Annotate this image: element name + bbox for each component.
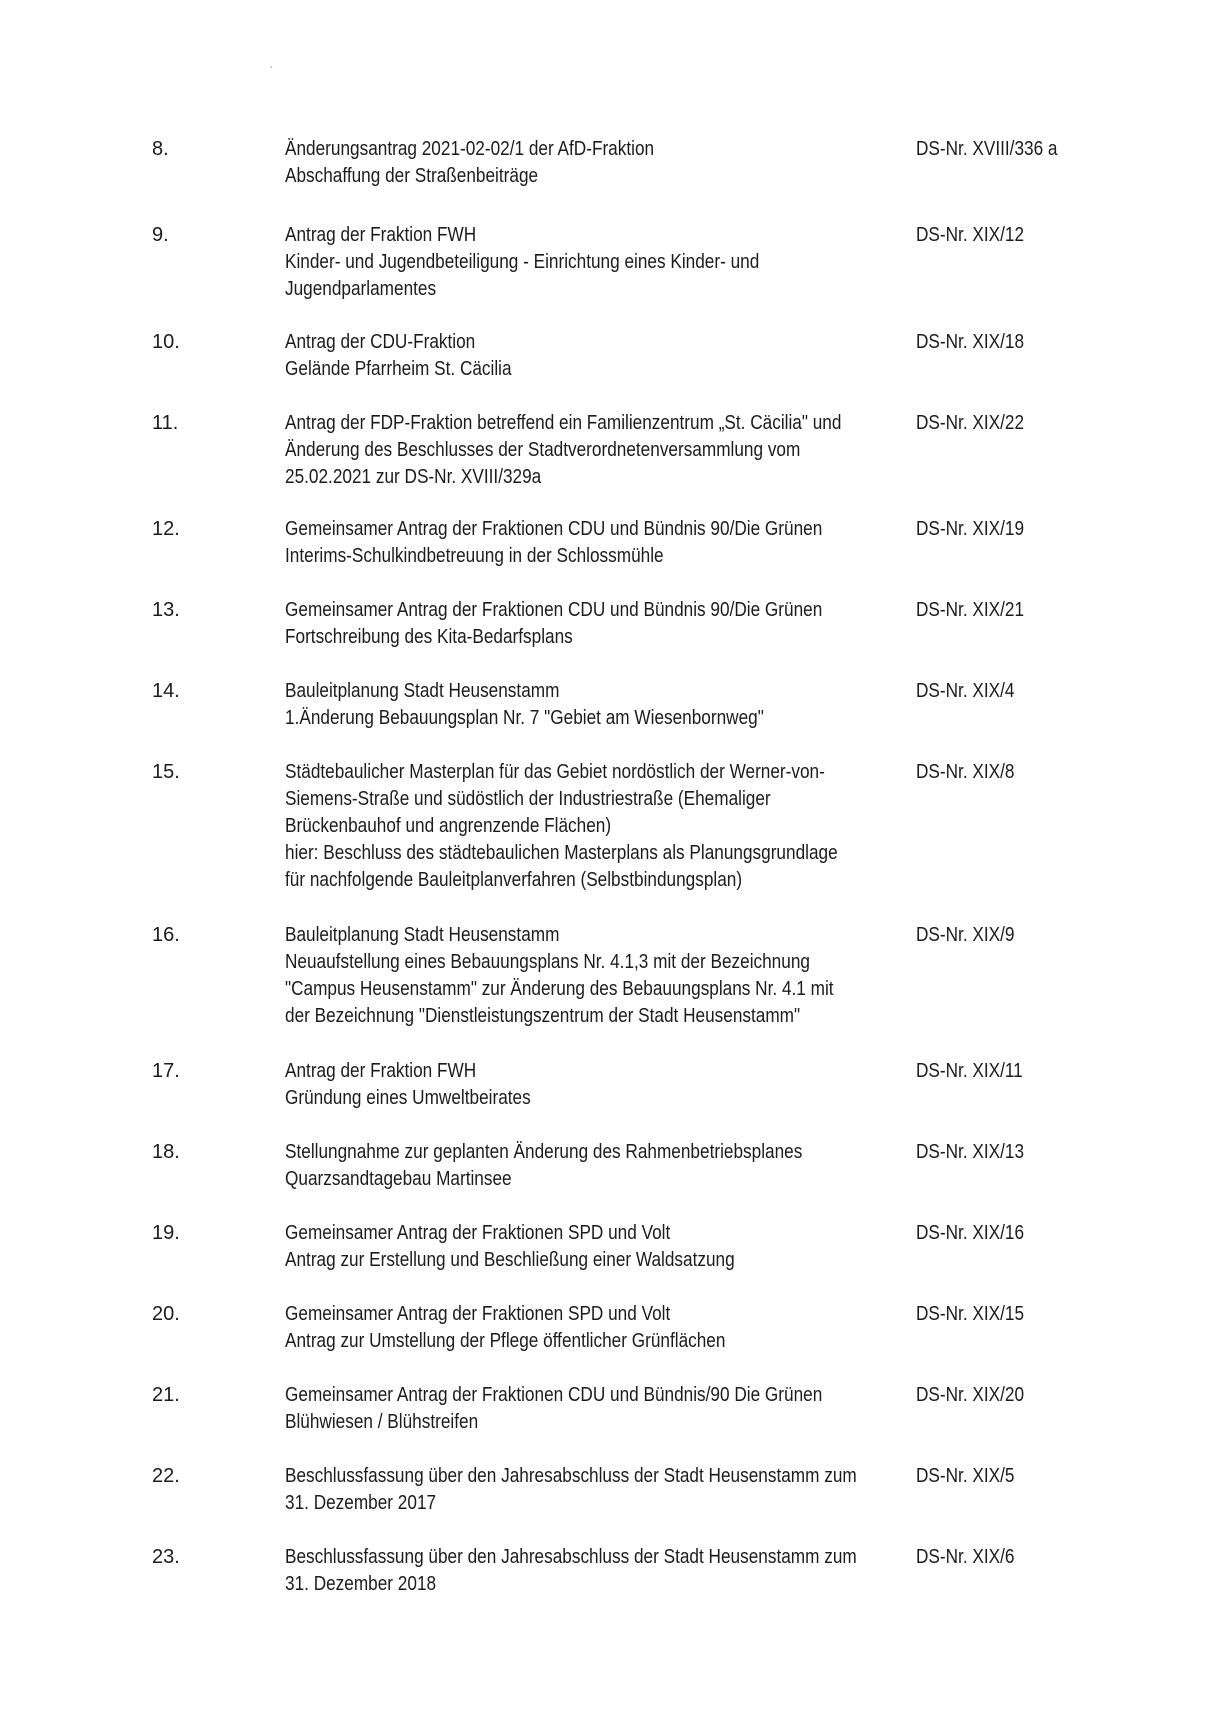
agenda-item-number: 19. [152, 1222, 180, 1244]
agenda-item-line: Antrag zur Umstellung der Pflege öffentlicher Grünflächen [285, 1330, 726, 1352]
agenda-item-line: Beschlussfassung über den Jahresabschluss der Stadt Heusenstamm zum [285, 1465, 857, 1487]
agenda-item-number: 13. [152, 599, 180, 621]
agenda-item-number: 9. [152, 224, 169, 246]
agenda-item-description [285, 1382, 823, 1436]
agenda-item-line: Fortschreibung des Kita-Bedarfsplans [285, 626, 573, 648]
agenda-item-description [285, 1544, 857, 1598]
agenda-item-description [285, 136, 818, 190]
agenda-item-line: Abschaffung der Straßenbeiträge [285, 165, 539, 187]
agenda-item-line: 31. Dezember 2017 [285, 1492, 437, 1514]
agenda-item-description [285, 1220, 818, 1274]
agenda-item-reference: DS-Nr. XVIII/336 a [916, 138, 1058, 160]
agenda-item-reference: DS-Nr. XIX/9 [916, 924, 1015, 946]
agenda-item-number: 17. [152, 1060, 180, 1082]
agenda-item-description [285, 410, 842, 491]
agenda-item-description [285, 759, 838, 894]
agenda-item-number: 10. [152, 331, 180, 353]
agenda-item-line: für nachfolgende Bauleitplanverfahren (Selbstbindungsplan) [285, 869, 743, 891]
agenda-item-number: 18. [152, 1141, 180, 1163]
agenda-item-number: 14. [152, 680, 180, 702]
agenda-item-reference: DS-Nr. XIX/22 [916, 412, 1025, 434]
agenda-item-reference: DS-Nr. XIX/6 [916, 1546, 1015, 1568]
scan-speck [270, 66, 272, 68]
agenda-item-line: Gründung eines Umweltbeirates [285, 1087, 531, 1109]
agenda-item-description [285, 1301, 818, 1355]
agenda-item-number: 8. [152, 138, 169, 160]
agenda-item-line: Kinder- und Jugendbeteiligung - Einrichtung eines Kinder- und [285, 251, 760, 273]
agenda-item-line: Städtebaulicher Masterplan für das Gebiet nordöstlich der Werner-von- [285, 761, 825, 783]
agenda-item-reference: DS-Nr. XIX/8 [916, 761, 1015, 783]
agenda-item-line: Antrag der CDU-Fraktion [285, 331, 476, 353]
agenda-item-number: 15. [152, 761, 180, 783]
agenda-item-line: Blühwiesen / Blühstreifen [285, 1411, 479, 1433]
agenda-item-line: Gemeinsamer Antrag der Fraktionen SPD und Volt [285, 1303, 671, 1325]
agenda-item-line: 1.Änderung Bebauungsplan Nr. 7 "Gebiet am Wiesenbornweg" [285, 707, 764, 729]
agenda-item-line: Antrag zur Erstellung und Beschließung einer Waldsatzung [285, 1249, 735, 1271]
agenda-item-line: Quarzsandtagebau Martinsee [285, 1168, 512, 1190]
agenda-item-line: Gemeinsamer Antrag der Fraktionen SPD und Volt [285, 1222, 671, 1244]
agenda-item-reference: DS-Nr. XIX/19 [916, 518, 1025, 540]
agenda-item-line: Stellungnahme zur geplanten Änderung des Rahmenbetriebsplanes [285, 1141, 803, 1163]
agenda-item-line: Änderung des Beschlusses der Stadtverordnetenversammlung vom [285, 439, 801, 461]
agenda-item-line: Antrag der Fraktion FWH [285, 224, 477, 246]
agenda-item-reference: DS-Nr. XIX/11 [916, 1060, 1023, 1082]
agenda-item-reference: DS-Nr. XIX/12 [916, 224, 1025, 246]
agenda-item-reference: DS-Nr. XIX/13 [916, 1141, 1025, 1163]
agenda-item-line: hier: Beschluss des städtebaulichen Masterplans als Planungsgrundlage [285, 842, 838, 864]
agenda-item-line: Antrag der FDP-Fraktion betreffend ein Familienzentrum „St. Cäcilia" und [285, 412, 842, 434]
agenda-item-number: 11. [152, 412, 179, 434]
agenda-item-line: Gelände Pfarrheim St. Cäcilia [285, 358, 512, 380]
agenda-item-line: Gemeinsamer Antrag der Fraktionen CDU und Bündnis/90 Die Grünen [285, 1384, 823, 1406]
agenda-item-line: Bauleitplanung Stadt Heusenstamm [285, 924, 560, 946]
agenda-item-line: Änderungsantrag 2021-02-02/1 der AfD-Fraktion [285, 138, 655, 160]
agenda-item-reference: DS-Nr. XIX/15 [916, 1303, 1025, 1325]
agenda-item-line: Brückenbauhof und angrenzende Flächen) [285, 815, 612, 837]
agenda-item-line: Beschlussfassung über den Jahresabschluss der Stadt Heusenstamm zum [285, 1546, 857, 1568]
agenda-item-description [285, 597, 823, 651]
agenda-item-line: Interims-Schulkindbetreuung in der Schlossmühle [285, 545, 664, 567]
agenda-item-number: 16. [152, 924, 180, 946]
agenda-item-description [285, 1139, 818, 1193]
agenda-item-reference: DS-Nr. XIX/4 [916, 680, 1015, 702]
agenda-item-reference: DS-Nr. XIX/18 [916, 331, 1025, 353]
agenda-item-number: 20. [152, 1303, 180, 1325]
agenda-item-description [285, 516, 823, 570]
agenda-item-description [285, 1058, 818, 1112]
agenda-item-reference: DS-Nr. XIX/5 [916, 1465, 1015, 1487]
agenda-item-reference: DS-Nr. XIX/20 [916, 1384, 1025, 1406]
agenda-item-line: Gemeinsamer Antrag der Fraktionen CDU und Bündnis 90/Die Grünen [285, 599, 823, 621]
agenda-item-description [285, 678, 818, 732]
agenda-item-line: Antrag der Fraktion FWH [285, 1060, 477, 1082]
agenda-item-line: der Bezeichnung "Dienstleistungszentrum der Stadt Heusenstamm" [285, 1005, 801, 1027]
agenda-item-number: 12. [152, 518, 180, 540]
agenda-item-number: 22. [152, 1465, 180, 1487]
agenda-item-description [285, 329, 818, 383]
agenda-item-line: "Campus Heusenstamm" zur Änderung des Bebauungsplans Nr. 4.1 mit [285, 978, 834, 1000]
agenda-item-line: Siemens-Straße und südöstlich der Industriestraße (Ehemaliger [285, 788, 771, 810]
agenda-item-number: 21. [152, 1384, 180, 1406]
agenda-item-line: 31. Dezember 2018 [285, 1573, 437, 1595]
agenda-item-reference: DS-Nr. XIX/21 [916, 599, 1025, 621]
agenda-item-number: 23. [152, 1546, 180, 1568]
agenda-item-line: 25.02.2021 zur DS-Nr. XVIII/329a [285, 466, 542, 488]
agenda-item-line: Bauleitplanung Stadt Heusenstamm [285, 680, 560, 702]
agenda-item-line: Jugendparlamentes [285, 278, 437, 300]
agenda-item-description [285, 222, 818, 303]
agenda-item-description [285, 1463, 857, 1517]
agenda-item-reference: DS-Nr. XIX/16 [916, 1222, 1025, 1244]
agenda-item-line: Neuaufstellung eines Bebauungsplans Nr. 4.1,3 mit der Bezeichnung [285, 951, 810, 973]
agenda-item-line: Gemeinsamer Antrag der Fraktionen CDU und Bündnis 90/Die Grünen [285, 518, 823, 540]
agenda-item-description [285, 922, 834, 1030]
